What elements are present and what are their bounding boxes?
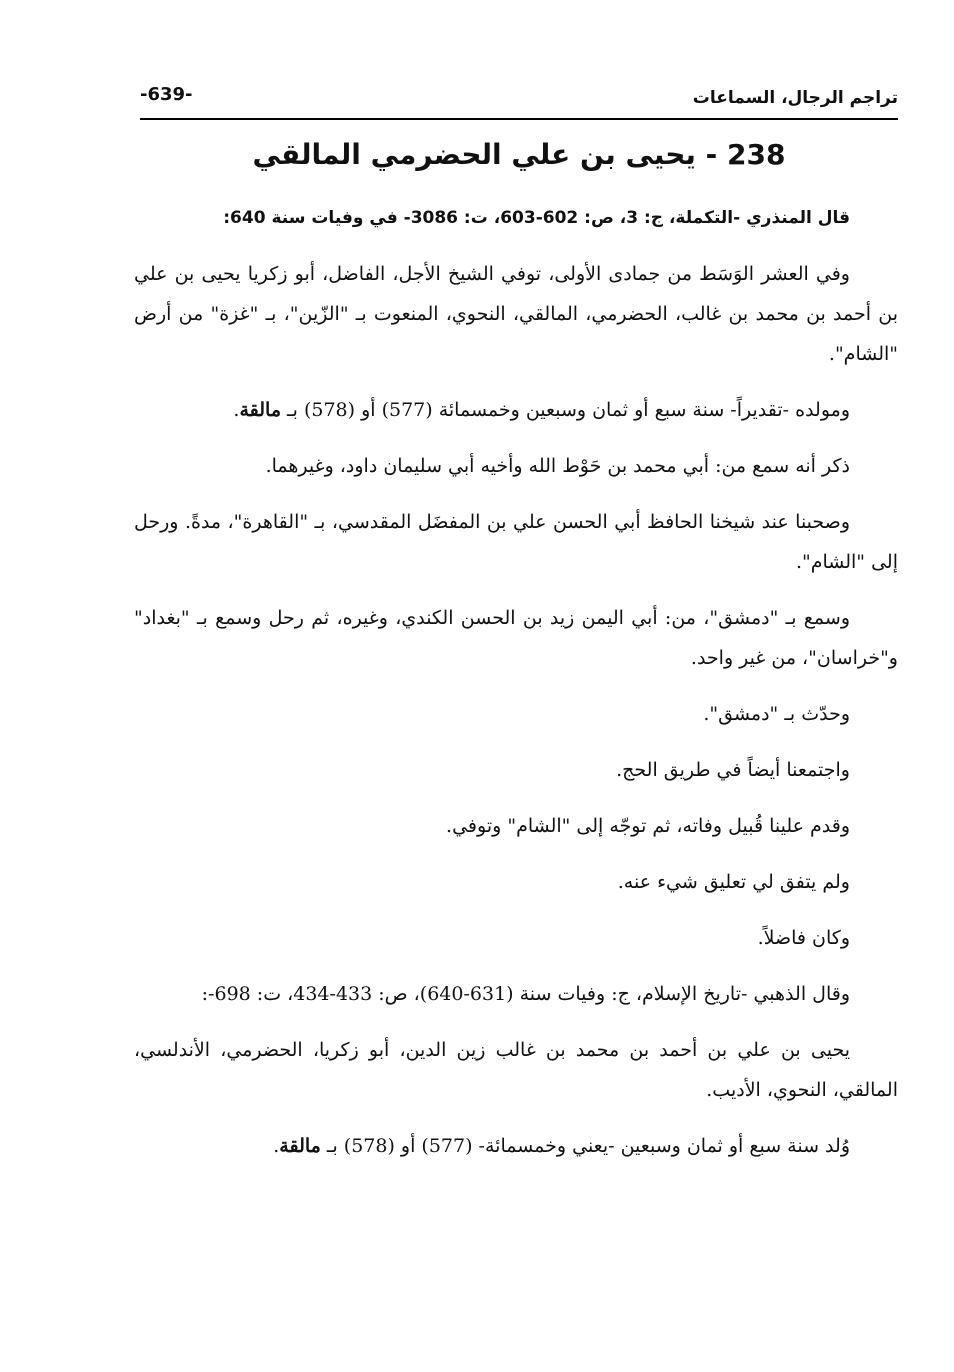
- paragraph-virtue: وكان فاضلاً.: [757, 927, 850, 949]
- paragraph-travels: وسمع بـ "دمشق"، من: أبي اليمن زيد بن الحسن الكندي، وغيره، ثم رحل وسمع بـ "بغداد" و"خراسان"، من غير واحد.: [134, 607, 898, 669]
- header-rule: [140, 118, 898, 120]
- paragraph-death: وفي العشر الوَسَط من جمادى الأولى، توفي الشيخ الأجل، الفاضل، أبو زكريا يحيى بن علي بن أحمد بن محمد بن غالب، الحضرمي، المالقي، النحوي، المنعوت بـ "الزّين"، بـ "غزة" من أرض "الشام".: [134, 263, 898, 365]
- paragraph-arrival: وقدم علينا قُبيل وفاته، ثم توجّه إلى "الشام" وتوفي.: [446, 815, 850, 837]
- paragraph-dhahabi-name: يحيى بن علي بن أحمد بن محمد بن غالب زين الدين، أبو زكريا، الحضرمي، الأندلسي، المالقي، النحوي، الأديب.: [134, 1039, 898, 1101]
- paragraph-birth: ومولده -تقديراً- سنة سبع أو ثمان وسبعين وخمسمائة (577) أو (578) بـ مالقة.: [233, 399, 850, 421]
- paragraph-teachers: ذكر أنه سمع من: أبي محمد بن حَوْط الله وأخيه أبي سليمان داود، وغيرهما.: [265, 455, 850, 477]
- paragraph-hajj: واجتمعنا أيضاً في طريق الحج.: [616, 759, 850, 781]
- birth-text: ومولده -تقديراً- سنة سبع أو ثمان وسبعين وخمسمائة (577) أو (578) بـ: [287, 399, 850, 421]
- paragraph-companionship: وصحبنا عند شيخنا الحافظ أبي الحسن علي بن المفضَل المقدسي، بـ "القاهرة"، مدةً. ورحل إلى "الشام".: [134, 511, 898, 573]
- page-number: -639-: [140, 84, 193, 105]
- paragraph-dhahabi-birth: وُلد سنة سبع أو ثمان وسبعين -يعني وخمسمائة- (577) أو (578) بـ مالقة.: [273, 1135, 850, 1157]
- place-name-malaga: مالقة: [239, 399, 281, 421]
- place-name-malaga-2: مالقة: [279, 1135, 321, 1157]
- paragraph-narrated: وحدّث بـ "دمشق".: [703, 703, 850, 725]
- entry-body: [134, 198, 898, 1182]
- source-citation-mundhiri: قال المنذري -التكملة، ج: 3، ص: 602-603، ت: 3086- في وفيات سنة 640:: [223, 208, 850, 228]
- running-header: تراجم الرجال، السماعات: [692, 88, 898, 108]
- dhahabi-birth-text: وُلد سنة سبع أو ثمان وسبعين -يعني وخمسمائة- (577) أو (578) بـ: [326, 1135, 850, 1157]
- entry-title: 238 - يحيى بن علي الحضرمي المالقي: [252, 138, 786, 171]
- source-citation-dhahabi: وقال الذهبي -تاريخ الإسلام، ج: وفيات سنة (631-640)، ص: 433-434، ت: 698-:: [201, 983, 850, 1005]
- paragraph-no-notes: ولم يتفق لي تعليق شيء عنه.: [617, 871, 850, 893]
